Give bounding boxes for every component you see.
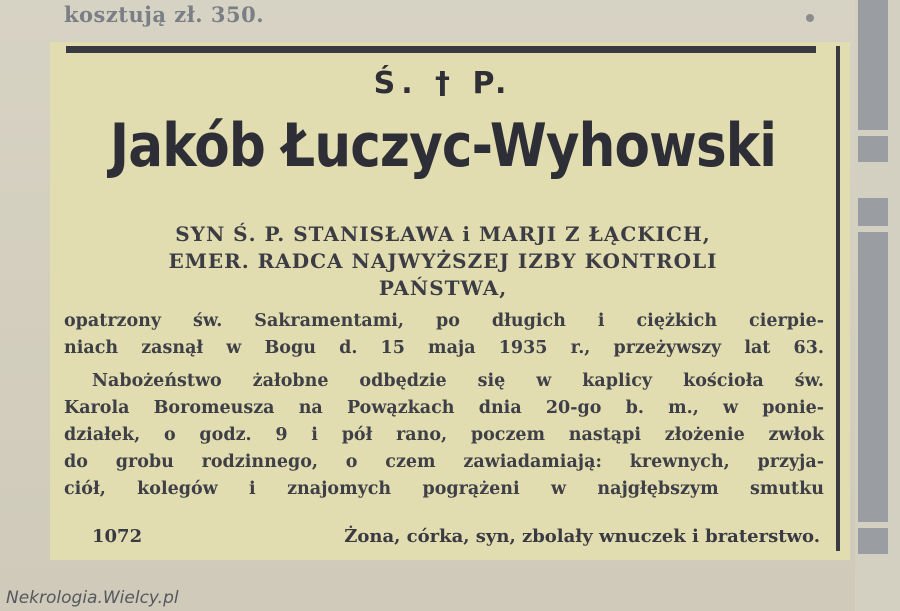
deceased-name: Jakób Łuczyc-Wyhowski <box>109 111 777 181</box>
ink-dot <box>806 14 814 22</box>
adjacent-column-block <box>858 198 888 226</box>
body-line: działek, o godz. 9 i pół rano, poczem nastąpi złożenie zwłok <box>64 425 824 445</box>
body-line: opatrzony św. Sakramentami, po długich i ciężkich cierpie- <box>64 311 824 331</box>
mourners-line: Żona, córka, syn, zbolały wnuczek i braterstwo. <box>344 526 820 547</box>
obituary-notice <box>50 42 850 560</box>
title-line: SYN Ś. P. STANISŁAWA i MARJI Z ŁĄCKICH, <box>175 222 711 246</box>
notice-number: 1072 <box>92 526 143 547</box>
previous-column-text: kosztują zł. 350. <box>64 2 265 27</box>
adjacent-column <box>855 0 900 611</box>
title-line: EMER. RADCA NAJWYŻSZEJ IZBY KONTROLI <box>168 249 718 273</box>
notice-top-rule <box>66 46 816 53</box>
obituary-header: Ś. † P. <box>373 66 513 101</box>
notice-side-rule <box>836 46 840 551</box>
body-line: do grobu rodzinnego, o czem zawiadamiają: krewnych, przyja- <box>64 452 824 472</box>
site-watermark: Nekrologia.Wielcy.pl <box>6 588 179 608</box>
adjacent-column-block <box>858 528 888 554</box>
adjacent-column-block <box>858 136 888 162</box>
body-line: Nabożeństwo żałobne odbędzie się w kaplicy kościoła św. <box>92 371 824 391</box>
adjacent-column-block <box>858 0 888 130</box>
body-line: ciół, kolegów i znajomych pogrążeni w najgłębszym smutku <box>64 479 824 499</box>
notice-footer <box>80 522 820 552</box>
body-line: niach zasnął w Bogu d. 15 maja 1935 r., przeżywszy lat 63. <box>64 338 824 358</box>
body-line: Karola Boromeusza na Powązkach dnia 20-go b. m., w ponie- <box>64 398 824 418</box>
adjacent-column-block <box>858 232 888 522</box>
title-line: PAŃSTWA, <box>378 276 508 300</box>
